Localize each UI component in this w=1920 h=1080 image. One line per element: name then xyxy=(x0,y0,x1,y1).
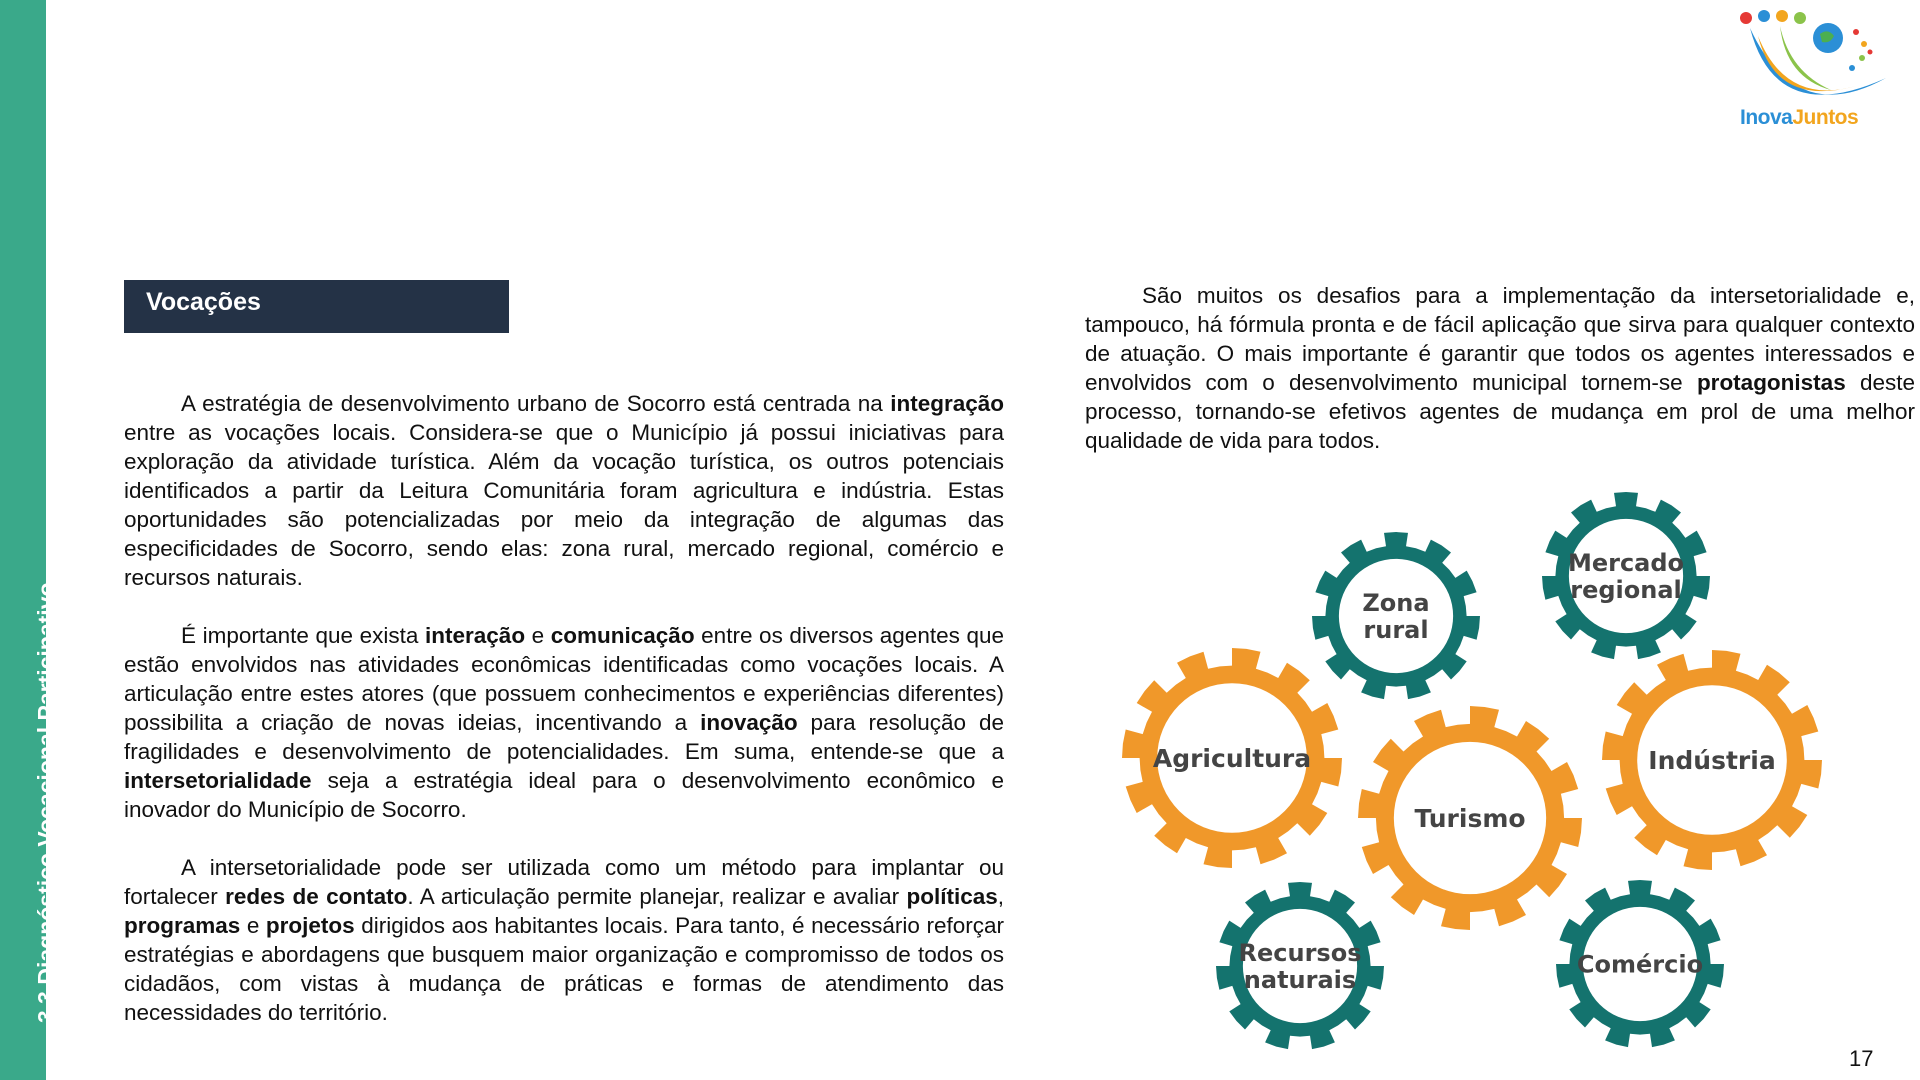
paragraph-intersectoriality xyxy=(124,853,1004,1027)
body-text: A intersetorialidade pode ser utilizada como um método para implantar ou fortalecer xyxy=(124,855,1004,909)
gear-agricultura xyxy=(1122,648,1342,868)
body-text: para resolução de fragilidades e desenvolvimento de potencialidades. Em suma, entende-se que a xyxy=(124,710,1004,764)
gear-label: rural xyxy=(1363,616,1429,645)
gear-label: Turismo xyxy=(1414,804,1526,833)
emphasis-text: inovação xyxy=(700,710,798,735)
emphasis-text: interação xyxy=(425,623,526,648)
emphasis-text: intersetorialidade xyxy=(124,768,312,793)
emphasis-text: redes de contato xyxy=(225,884,408,909)
gear-turismo xyxy=(1358,706,1582,930)
body-text: É importante que exista xyxy=(181,623,426,648)
gear-label: Mercado xyxy=(1567,549,1685,578)
vocations-gear-diagram xyxy=(1100,470,1860,1060)
body-text: deste processo, tornando-se efetivos agentes de mudança em prol de uma melhor qualidade de vida para todos. xyxy=(1085,370,1915,453)
gear-zona-rural xyxy=(1312,532,1480,699)
body-text: . A articulação permite planejar, realizar e avaliar xyxy=(407,884,907,909)
gear-label: Indústria xyxy=(1648,746,1776,775)
gear-label: Zona xyxy=(1362,589,1430,618)
gear-label: naturais xyxy=(1243,966,1357,995)
gear-label: regional xyxy=(1570,576,1682,605)
left-column-text xyxy=(124,389,1004,1027)
gear-label: Comércio xyxy=(1576,950,1704,979)
gear-mercado-regional xyxy=(1542,492,1710,659)
gear-label: Agricultura xyxy=(1152,744,1312,773)
body-text: entre os diversos agentes que estão envolvidos nas atividades econômicas identificadas como vocações locais. A articulação entre estes atores (que possuem conhecimentos e experiências diferentes) possibilita a criação de novas ideias, incentivando a xyxy=(124,623,1004,735)
emphasis-text: programas xyxy=(124,913,241,938)
body-text: dirigidos aos habitantes locais. Para tanto, é necessário reforçar estratégias e abordagens que busquem maior organização e compromisso de todos os cidadãos, com vistas à mudança de práticas e formas de atendimento das necessidades do território. xyxy=(124,913,1004,1025)
body-text: , xyxy=(997,884,1005,909)
emphasis-text: projetos xyxy=(265,913,355,938)
body-text: A estratégia de desenvolvimento urbano de Socorro está centrada na xyxy=(181,391,891,416)
paragraph-challenges xyxy=(1085,281,1915,455)
gear-industria xyxy=(1602,650,1822,870)
emphasis-text: integração xyxy=(890,391,1004,416)
emphasis-text: comunicação xyxy=(550,623,695,648)
page-number: 17 xyxy=(1849,1046,1874,1071)
gear-label: Recursos xyxy=(1238,939,1362,968)
chapter-label: 3.3 Diagnóstico Vocacional Participativo xyxy=(33,582,59,1023)
right-column-text xyxy=(1085,281,1915,455)
emphasis-text: políticas xyxy=(906,884,998,909)
body-text: São muitos os desafios para a implementação da intersetorialidade e, tampouco, há fórmula pronta e de fácil aplicação que sirva para qualquer contexto de atuação. O mais importante é garantir que todos os agentes interessados e envolvidos com o desenvolvimento municipal tornem-se xyxy=(1085,283,1915,395)
logo-wordmark: InovaJuntos xyxy=(1740,106,1859,129)
paragraph-interaction xyxy=(124,621,1004,824)
body-text: e xyxy=(240,913,266,938)
paragraph-integration xyxy=(124,389,1004,592)
gear-recursos-naturais xyxy=(1216,882,1384,1049)
body-text: seja a estratégia ideal para o desenvolvimento econômico e inovador do Município de Socorro. xyxy=(124,768,1004,822)
body-text: e xyxy=(525,623,551,648)
body-text: entre as vocações locais. Considera-se que o Município já possui iniciativas para exploração da atividade turística. Além da vocação turística, os outros potenciais identificados a partir da Leitura Comunitária foram agricultura e indústria. Estas oportunidades são potencializadas por meio da integração de algumas das especificidades de Socorro, sendo elas: zona rural, mercado regional, comércio e recursos naturais. xyxy=(124,420,1004,590)
gear-comercio xyxy=(1556,880,1724,1047)
section-heading: Vocações xyxy=(124,280,509,333)
emphasis-text: protagonistas xyxy=(1696,370,1846,395)
